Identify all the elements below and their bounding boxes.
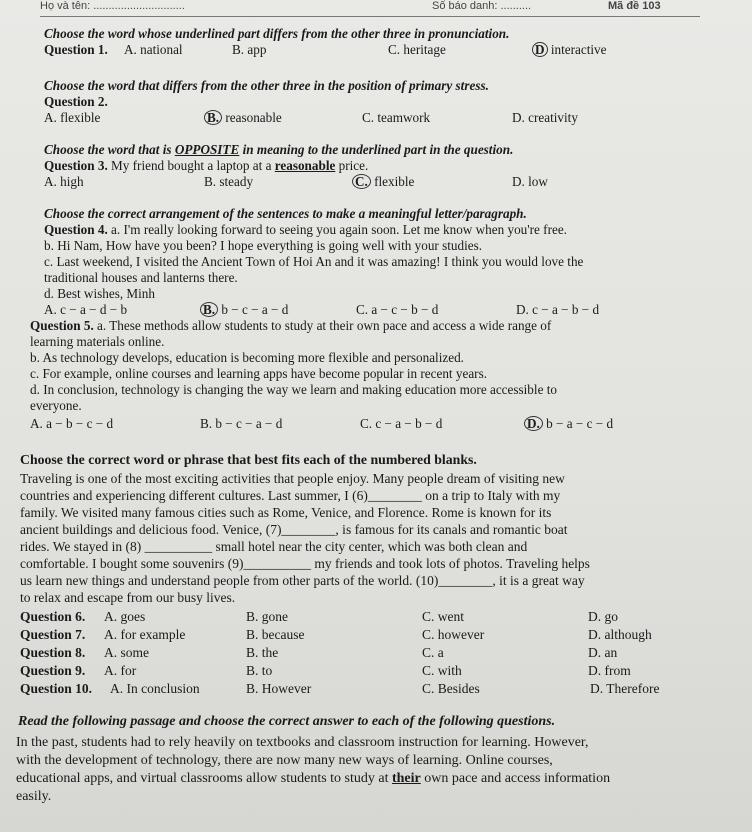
q5-label: Question 5.	[30, 318, 94, 333]
reading-line-3-post: own pace and access information	[420, 771, 611, 786]
q3-option-c-letter: C.	[352, 174, 371, 189]
q5-sentence-c: c. For example, online courses and learning apps have become popular in recent years.	[30, 366, 487, 381]
q9-option-a[interactable]: A. for	[104, 663, 137, 678]
q5-option-a[interactable]: A. a − b − c − d	[30, 416, 114, 431]
q2-option-c[interactable]: C. teamwork	[362, 110, 431, 125]
q6-option-c[interactable]: C. went	[422, 609, 464, 624]
cloze-line-3: family. We visited many famous cities such as Rome, Venice, and Florence. Rome is known for its	[20, 505, 552, 520]
q3-instruction	[44, 142, 513, 158]
q6-label: Question 6.	[20, 609, 86, 624]
q9-option-d[interactable]: D. from	[588, 663, 631, 678]
q1-option-d-letter: D	[532, 42, 548, 57]
reading-line-3-pre: educational apps, and virtual classrooms allow students to study at	[16, 771, 392, 786]
q4-label: Question 4.	[44, 222, 108, 237]
q4-option-b-text: b − c − a − d	[221, 302, 289, 317]
question-1	[44, 42, 704, 58]
reading-line-2: with the development of technology, there are now many new ways of learning. Online courses,	[16, 753, 553, 768]
cloze-instruction: Choose the correct word or phrase that best fits each of the numbered blanks.	[20, 452, 477, 467]
reading-line-4: easily.	[16, 789, 52, 804]
q1-option-c[interactable]: C. heritage	[388, 42, 446, 57]
cloze-line-5: rides. We stayed in (8) __________ small hotel near the city center, which was both clean and	[20, 539, 528, 554]
q4-option-b[interactable]	[200, 302, 288, 318]
header-sbd: Số báo danh: ..........	[432, 0, 532, 12]
question-9	[20, 662, 720, 680]
q10-option-c[interactable]: C. Besides	[422, 681, 480, 696]
q3-stem-word: reasonable	[274, 158, 336, 173]
q5-option-c[interactable]: C. c − a − b − d	[360, 416, 443, 431]
cloze-line-8: to relax and escape from our busy lives.	[20, 590, 236, 605]
question-8	[20, 644, 720, 662]
q6-option-a[interactable]: A. goes	[104, 609, 146, 624]
question-7	[20, 626, 720, 644]
q8-option-a[interactable]: A. some	[104, 645, 149, 660]
q4-sentence-d: d. Best wishes, Minh	[44, 286, 155, 301]
cloze-line-4: ancient buildings and delicious food. Venice, (7)________, is famous for its canals and romantic boat	[20, 522, 568, 537]
q9-option-c[interactable]: C. with	[422, 663, 462, 678]
reading-line-3-key: their	[391, 771, 421, 786]
question-10	[20, 680, 720, 698]
q2-option-b-letter: B.	[204, 110, 222, 125]
q6-option-b[interactable]: B. gone	[246, 609, 288, 624]
q4-sentence-b: b. Hi Nam, How have you been? I hope everything is going well with your studies.	[44, 238, 483, 253]
q3-instruction-post: in meaning to the underlined part in the question.	[239, 142, 514, 157]
q10-option-d[interactable]: D. Therefore	[590, 681, 660, 696]
q8-option-c[interactable]: C. a	[422, 645, 444, 660]
q1-option-a[interactable]: A. national	[124, 42, 183, 57]
cloze-line-7: us learn new things and understand people from other parts of the world. (10)________, it is a great way	[20, 573, 585, 588]
q10-label: Question 10.	[20, 681, 93, 696]
q7-option-a[interactable]: A. for example	[104, 627, 186, 642]
q10-option-b[interactable]: B. However	[246, 681, 312, 696]
q5-option-d-letter: D.	[524, 416, 543, 431]
q3-option-d[interactable]: D. low	[512, 174, 548, 189]
q2-instruction: Choose the word that differs from the other three in the position of primary stress.	[44, 78, 489, 93]
q3-stem-pre: My friend bought a laptop at a	[107, 158, 275, 173]
reading-instruction: Read the following passage and choose the correct answer to each of the following questions.	[18, 714, 556, 729]
q5-option-d-text: b − a − c − d	[546, 416, 614, 431]
q3-option-c-text: flexible	[374, 174, 415, 189]
q9-option-b[interactable]: B. to	[246, 663, 273, 678]
q2-option-d[interactable]: D. creativity	[512, 110, 578, 125]
q8-label: Question 8.	[20, 645, 86, 660]
question-2-options	[44, 110, 704, 126]
cloze-line-2: countries and experiencing different cultures. Last summer, I (6)________ on a trip to Italy with my	[20, 488, 561, 503]
q5-sentence-a1	[30, 318, 551, 334]
q5-option-b[interactable]: B. b − c − a − d	[200, 416, 283, 431]
q5-option-d[interactable]	[524, 416, 613, 432]
header	[40, 0, 700, 17]
q4-instruction: Choose the correct arrangement of the sentences to make a meaningful letter/paragraph.	[44, 206, 527, 221]
q9-label: Question 9.	[20, 663, 86, 678]
cloze-line-1: Traveling is one of the most exciting activities that people enjoy. Many people dream of visiting new	[20, 471, 565, 486]
q5-sentence-d2: everyone.	[30, 398, 82, 413]
q8-option-b[interactable]: B. the	[246, 645, 279, 660]
q5-sentence-a2: learning materials online.	[30, 334, 165, 349]
q3-label: Question 3.	[44, 158, 108, 173]
reading-line-1: In the past, students had to rely heavily on textbooks and classroom instruction for learning. However,	[16, 735, 589, 750]
q4-option-d[interactable]: D. c − a − b − d	[516, 302, 600, 317]
q1-option-b[interactable]: B. app	[232, 42, 267, 57]
q1-option-d[interactable]	[532, 42, 606, 58]
reading-line-3	[16, 770, 610, 788]
q4-option-c[interactable]: C. a − c − b − d	[356, 302, 439, 317]
question-4-options	[44, 302, 704, 318]
q1-label: Question 1.	[44, 42, 108, 57]
q1-option-d-text: interactive	[550, 42, 607, 57]
question-5-options	[30, 416, 710, 432]
q7-option-d[interactable]: D. although	[588, 627, 652, 642]
q5-sentence-d1: d. In conclusion, technology is changing the way we learn and making education more accessible to	[30, 382, 557, 397]
q4-sentence-c2: traditional houses and lanterns there.	[44, 270, 238, 285]
q4-sentence-a	[44, 222, 567, 238]
q5-sentence-b: b. As technology develops, education is becoming more flexible and personalized.	[30, 350, 464, 365]
q5-sentence-a1-text: a. These methods allow students to study at their own pace and access a wide range of	[93, 318, 552, 333]
q2-option-b-text: reasonable	[225, 110, 282, 125]
q4-option-b-letter: B.	[200, 302, 218, 317]
q3-option-a[interactable]: A. high	[44, 174, 84, 189]
q2-label: Question 2.	[44, 94, 108, 109]
q3-option-c[interactable]	[352, 174, 414, 190]
q7-label: Question 7.	[20, 627, 86, 642]
q6-option-d[interactable]: D. go	[588, 609, 618, 624]
q1-instruction: Choose the word whose underlined part differs from the other three in pronunciation.	[44, 26, 510, 41]
q10-option-a[interactable]: A. In conclusion	[110, 681, 200, 696]
header-name: Họ và tên: ..............................	[40, 0, 185, 12]
q3-instruction-pre: Choose the word that is	[44, 142, 175, 157]
question-6	[20, 608, 720, 626]
q4-sentence-c1: c. Last weekend, I visited the Ancient Town of Hoi An and it was amazing! I think you would love the	[44, 254, 584, 269]
q7-option-b[interactable]: B. because	[246, 627, 305, 642]
q3-option-b[interactable]: B. steady	[204, 174, 254, 189]
question-3-stem	[44, 158, 368, 174]
header-exam-code: Mã đề 103	[608, 0, 661, 12]
q4-sentence-a-text: a. I'm really looking forward to seeing you again soon. Let me know when you're free.	[107, 222, 567, 237]
q4-option-a[interactable]: A. c − a − d − b	[44, 302, 128, 317]
question-3-options	[44, 174, 704, 190]
cloze-line-6: comfortable. I bought some souvenirs (9)__________ my friends and took lots of photos. Traveling helps	[20, 556, 590, 571]
q2-option-a[interactable]: A. flexible	[44, 110, 101, 125]
q3-stem-post: price.	[335, 158, 369, 173]
q3-instruction-key: OPPOSITE	[174, 142, 240, 157]
q7-option-c[interactable]: C. however	[422, 627, 485, 642]
q2-option-b[interactable]	[204, 110, 282, 126]
q8-option-d[interactable]: D. an	[588, 645, 618, 660]
